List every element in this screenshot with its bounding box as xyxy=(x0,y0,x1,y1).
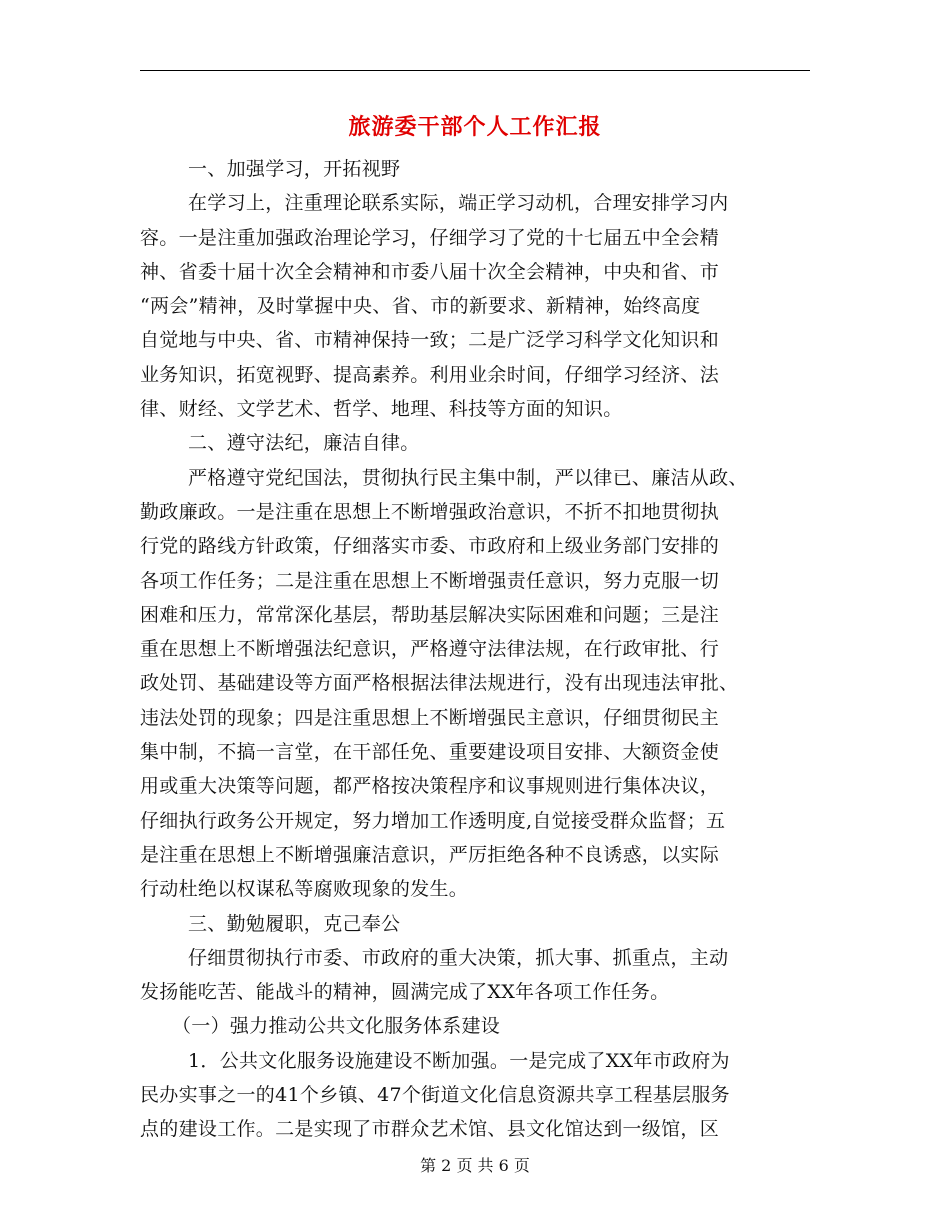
section-heading: 一、加强学习，开拓视野 xyxy=(188,158,401,180)
paragraph-line: 仔细贯彻执行市委、市政府的重大决策，抓大事、抓重点，主动 xyxy=(188,946,729,969)
paragraph-line: 行党的路线方针政策，仔细落实市委、市政府和上级业务部门安排的 xyxy=(140,535,720,558)
paragraph-line: 勤政廉政。一是注重在思想上不断增强政治意识，不折不扣地贯彻执 xyxy=(140,500,720,523)
paragraph-line: 容。一是注重加强政治理论学习，仔细学习了党的十七届五中全会精 xyxy=(140,226,720,249)
section-heading: 二、遵守法纪，廉洁自律。 xyxy=(188,432,420,455)
page-number-footer: 第 2 页 共 6 页 xyxy=(420,1156,530,1175)
paragraph-line: 各项工作任务；二是注重在思想上不断增强责任意识，努力克服一切 xyxy=(140,569,720,592)
subsection-heading: （一）强力推动公共文化服务体系建设 xyxy=(172,1015,501,1038)
paragraph-line: 1．公共文化服务设施建设不断加强。一是完成了XX年市政府为 xyxy=(188,1049,730,1072)
paragraph-line: 发扬能吃苦、能战斗的精神，圆满完成了XX年各项工作任务。 xyxy=(140,981,670,1004)
paragraph-line: 在学习上，注重理论联系实际，端正学习动机，合理安排学习内 xyxy=(188,192,729,215)
document-body xyxy=(140,152,810,1147)
header-rule xyxy=(140,70,810,71)
paragraph-line: 点的建设工作。二是实现了市群众艺术馆、县文化馆达到一级馆，区 xyxy=(140,1118,720,1141)
paragraph-line: 违法处罚的现象；四是注重思想上不断增强民主意识，仔细贯彻民主 xyxy=(140,706,720,729)
paragraph-line: 律、财经、文学艺术、哲学、地理、科技等方面的知识。 xyxy=(140,398,623,421)
section-heading: 三、勤勉履职，克己奉公 xyxy=(188,912,401,935)
paragraph-line: 仔细执行政务公开规定，努力增加工作透明度,自觉接受群众监督；五 xyxy=(140,809,726,832)
paragraph-line: 困难和压力，常常深化基层，帮助基层解决实际困难和问题；三是注 xyxy=(140,603,720,626)
paragraph-line: 民办实事之一的41个乡镇、47个街道文化信息资源共享工程基层服务 xyxy=(140,1084,730,1107)
paragraph-line: 政处罚、基础建设等方面严格根据法律法规进行，没有出现违法审批、 xyxy=(140,672,739,695)
paragraph-line: 业务知识，拓宽视野、提高素养。利用业余时间，仔细学习经济、法 xyxy=(140,363,720,386)
paragraph-line: 是注重在思想上不断增强廉洁意识，严厉拒绝各种不良诱惑，以实际 xyxy=(140,843,720,866)
paragraph-line: 重在思想上不断增强法纪意识，严格遵守法律法规，在行政审批、行 xyxy=(140,638,720,661)
paragraph-line: 用或重大决策等问题，都严格按决策程序和议事规则进行集体决议， xyxy=(140,775,720,798)
paragraph-line: 集中制，不搞一言堂，在干部任免、重要建设项目安排、大额资金使 xyxy=(140,741,720,764)
paragraph-line: 神、省委十届十次全会精神和市委八届十次全会精神，中央和省、市 xyxy=(140,260,720,283)
paragraph-line: 自觉地与中央、省、市精神保持一致；二是广泛学习科学文化知识和 xyxy=(140,329,720,352)
paragraph-line: “两会”精神，及时掌握中央、省、市的新要求、新精神，始终高度 xyxy=(140,295,701,318)
paragraph-line: 严格遵守党纪国法，贯彻执行民主集中制，严以律已、廉洁从政、 xyxy=(188,466,748,489)
paragraph-line: 行动杜绝以权谋私等腐败现象的发生。 xyxy=(140,878,469,901)
document-title: 旅游委干部个人工作汇报 xyxy=(348,114,602,140)
